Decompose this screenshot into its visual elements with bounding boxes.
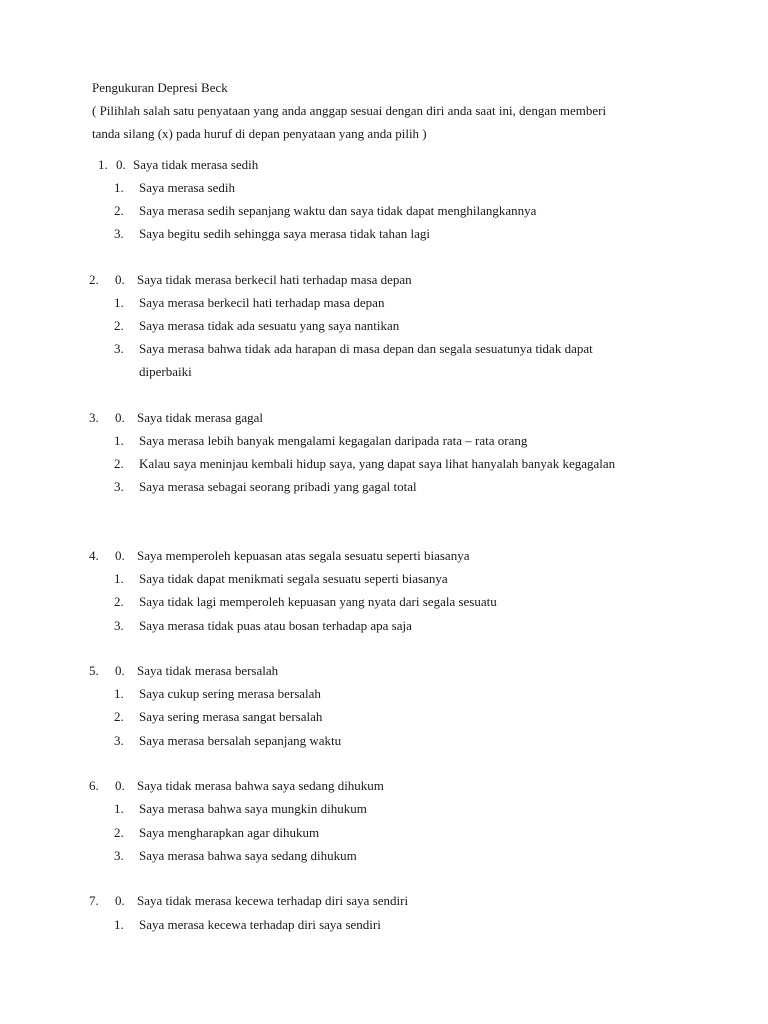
option-label: 3. xyxy=(114,226,124,241)
option-text: Saya merasa bersalah sepanjang waktu xyxy=(139,733,342,748)
option-text: Saya merasa sebagai seorang pribadi yang gagal total xyxy=(139,479,417,494)
option-text: Saya tidak merasa gagal xyxy=(137,410,263,425)
instructions-line-2: tanda silang (x) pada huruf di depan penyataan yang anda pilih ) xyxy=(92,126,427,141)
option-label: 0. xyxy=(115,548,125,563)
option-text: Saya memperoleh kepuasan atas segala sesuatu seperti biasanya xyxy=(137,548,470,563)
option-label: 2. xyxy=(114,203,124,218)
option-label: 0. xyxy=(115,272,125,287)
option-label: 1. xyxy=(114,295,124,310)
question-number: 7. xyxy=(89,893,99,908)
question-number: 5. xyxy=(89,663,99,678)
option-text: Saya tidak merasa berkecil hati terhadap masa depan xyxy=(137,272,412,287)
option-text: Saya merasa sedih sepanjang waktu dan saya tidak dapat menghilangkannya xyxy=(139,203,537,218)
option-text: Saya sering merasa sangat bersalah xyxy=(139,709,323,724)
option-label: 0. xyxy=(115,893,125,908)
option-text: Saya tidak merasa kecewa terhadap diri saya sendiri xyxy=(137,893,409,908)
option-label: 1. xyxy=(114,686,124,701)
option-label: 0. xyxy=(115,410,125,425)
question-number: 1. xyxy=(98,157,108,172)
option-text-continuation: diperbaiki xyxy=(139,364,192,379)
option-label: 0. xyxy=(115,778,125,793)
question-number: 6. xyxy=(89,778,99,793)
option-text: Saya merasa tidak ada sesuatu yang saya nantikan xyxy=(139,318,400,333)
option-text: Saya merasa lebih banyak mengalami kegagalan daripada rata – rata orang xyxy=(139,433,528,448)
option-text: Saya tidak dapat menikmati segala sesuatu seperti biasanya xyxy=(139,571,448,586)
option-label: 0. xyxy=(116,157,126,172)
option-label: 3. xyxy=(114,341,124,356)
question-number: 2. xyxy=(89,272,99,287)
option-label: 3. xyxy=(114,848,124,863)
option-text: Saya merasa berkecil hati terhadap masa depan xyxy=(139,295,385,310)
option-text: Saya merasa kecewa terhadap diri saya sendiri xyxy=(139,917,381,932)
option-label: 2. xyxy=(114,709,124,724)
option-label: 1. xyxy=(114,917,124,932)
option-label: 3. xyxy=(114,479,124,494)
option-label: 1. xyxy=(114,180,124,195)
option-label: 3. xyxy=(114,618,124,633)
option-text: Saya tidak merasa bersalah xyxy=(137,663,279,678)
option-label: 0. xyxy=(115,663,125,678)
option-text: Saya mengharapkan agar dihukum xyxy=(139,825,320,840)
option-text: Saya tidak lagi memperoleh kepuasan yang nyata dari segala sesuatu xyxy=(139,594,497,609)
option-text: Saya merasa sedih xyxy=(139,180,236,195)
option-label: 3. xyxy=(114,733,124,748)
question-number: 3. xyxy=(89,410,99,425)
option-label: 2. xyxy=(114,318,124,333)
document-title: Pengukuran Depresi Beck xyxy=(92,80,228,95)
option-text: Saya begitu sedih sehingga saya merasa tidak tahan lagi xyxy=(139,226,430,241)
option-text: Saya merasa tidak puas atau bosan terhadap apa saja xyxy=(139,618,412,633)
option-label: 2. xyxy=(114,825,124,840)
question-number: 4. xyxy=(89,548,99,563)
option-text: Saya tidak merasa bahwa saya sedang dihukum xyxy=(137,778,384,793)
option-text: Saya merasa bahwa saya mungkin dihukum xyxy=(139,801,367,816)
option-text: Saya cukup sering merasa bersalah xyxy=(139,686,321,701)
option-text: Saya tidak merasa sedih xyxy=(133,157,259,172)
option-label: 1. xyxy=(114,433,124,448)
option-label: 2. xyxy=(114,456,124,471)
option-text: Saya merasa bahwa saya sedang dihukum xyxy=(139,848,357,863)
option-label: 1. xyxy=(114,801,124,816)
option-text: Saya merasa bahwa tidak ada harapan di masa depan dan segala sesuatunya tidak dapat xyxy=(139,341,593,356)
option-label: 2. xyxy=(114,594,124,609)
option-text: Kalau saya meninjau kembali hidup saya, yang dapat saya lihat hanyalah banyak kegagalan xyxy=(139,456,616,471)
instructions-line-1: ( Pilihlah salah satu penyataan yang anda anggap sesuai dengan diri anda saat ini, dengan memberi xyxy=(92,103,607,118)
option-label: 1. xyxy=(114,571,124,586)
